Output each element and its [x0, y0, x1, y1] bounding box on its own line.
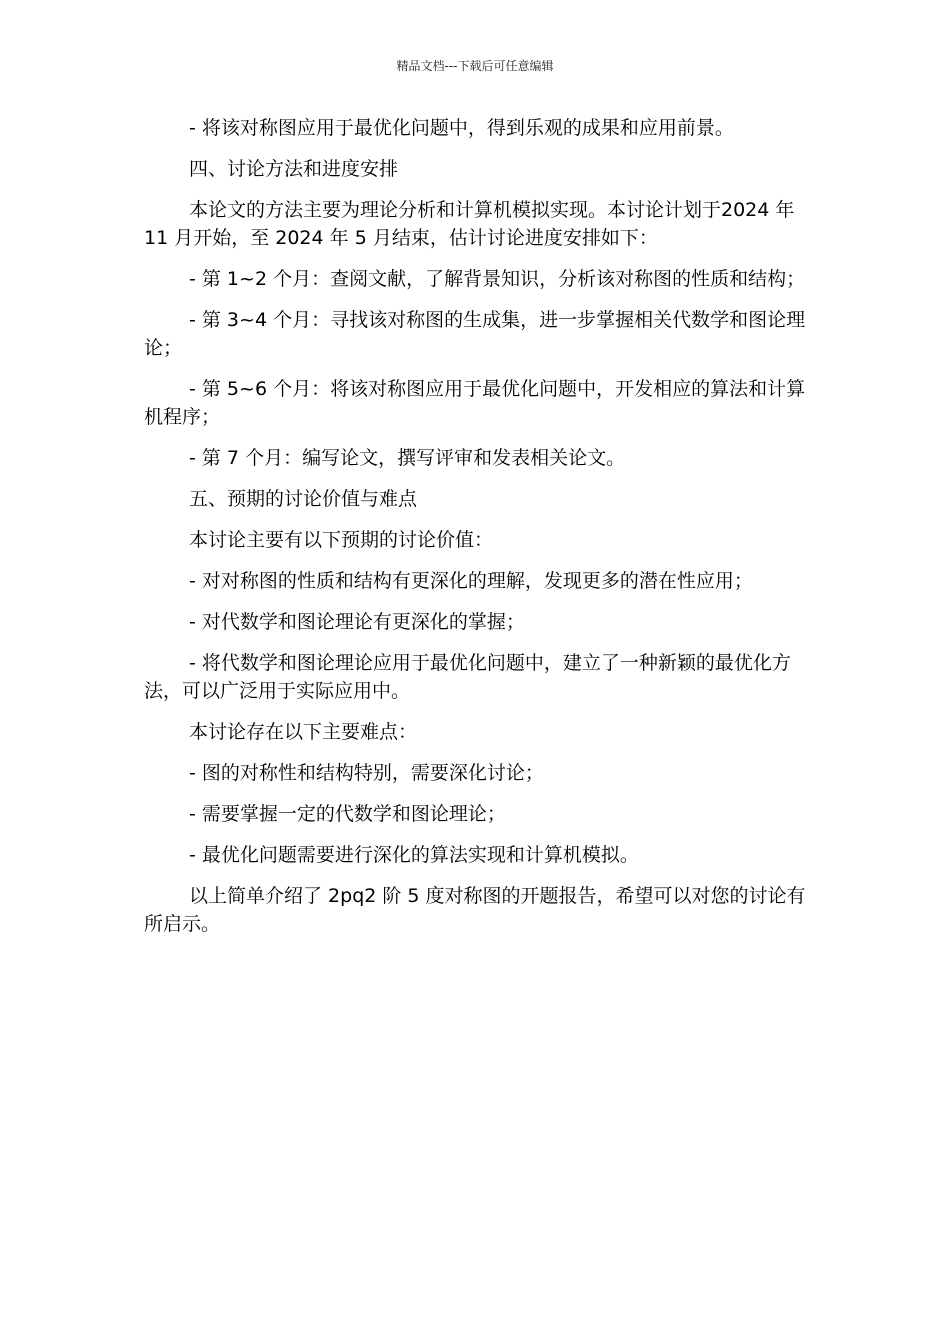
- paragraph-schedule-month-7: - 第 7 个月：编写论文，撰写评审和发表相关论文。: [189, 447, 626, 469]
- paragraph-bullet-application: - 将该对称图应用于最优化问题中，得到乐观的成果和应用前景。: [189, 117, 734, 139]
- paragraph-methods-intro: 本论文的方法主要为理论分析和计算机模拟实现。本讨论计划于2024 年 11 月开始，至 2024 年 5 月结束，估计讨论进度安排如下：: [144, 199, 795, 249]
- paragraph-conclusion: 以上简单介绍了 2pq2 阶 5 度对称图的开题报告，希望可以对您的讨论有所启示。: [144, 885, 806, 935]
- paragraph-value-intro: 本讨论主要有以下预期的讨论价值：: [189, 529, 494, 551]
- paragraph-schedule-month-5-6: - 第 5~6 个月：将该对称图应用于最优化问题中，开发相应的算法和计算机程序；: [144, 378, 806, 428]
- document-body: [144, 114, 806, 951]
- paragraph-value-2: - 对代数学和图论理论有更深化的掌握；: [189, 611, 525, 633]
- paragraph-schedule-month-1-2: - 第 1~2 个月：查阅文献，了解背景知识，分析该对称图的性质和结构；: [189, 268, 806, 290]
- section-heading-methods-schedule: 四、讨论方法和进度安排: [189, 158, 399, 180]
- paragraph-difficulty-intro: 本讨论存在以下主要难点：: [189, 721, 418, 743]
- paragraph-value-1: - 对对称图的性质和结构有更深化的理解，发现更多的潜在性应用；: [189, 570, 753, 592]
- paragraph-difficulty-1: - 图的对称性和结构特别，需要深化讨论；: [189, 762, 544, 784]
- paragraph-schedule-month-3-4: - 第 3~4 个月：寻找该对称图的生成集，进一步掌握相关代数学和图论理论；: [144, 309, 806, 359]
- page-header: 精品文档---下载后可任意编辑: [396, 59, 554, 73]
- paragraph-difficulty-2: - 需要掌握一定的代数学和图论理论；: [189, 803, 506, 825]
- paragraph-value-3: - 将代数学和图论理论应用于最优化问题中，建立了一种新颖的最优化方法，可以广泛用于实际应用中。: [144, 652, 791, 702]
- paragraph-difficulty-3: - 最优化问题需要进行深化的算法实现和计算机模拟。: [189, 844, 639, 866]
- section-heading-value-difficulty: 五、预期的讨论价值与难点: [189, 488, 418, 510]
